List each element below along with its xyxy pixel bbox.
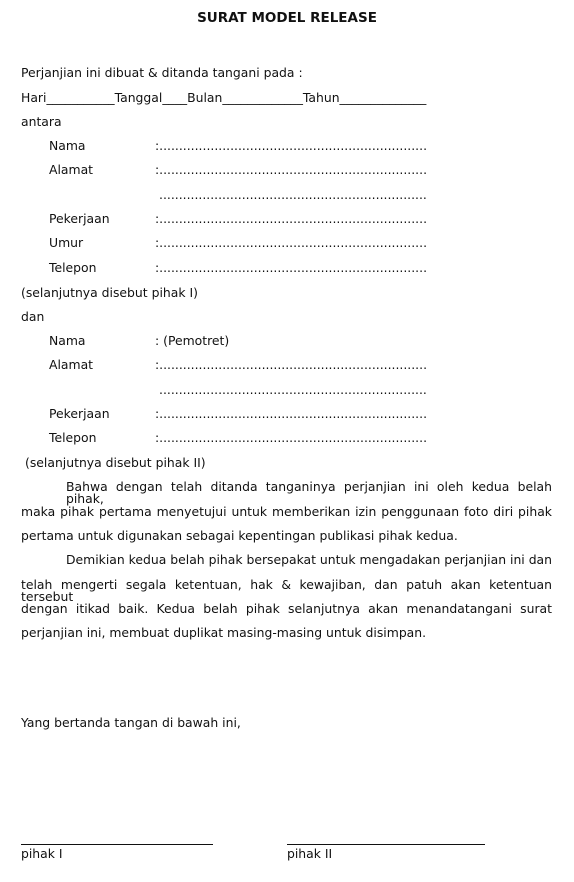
- party2-telepon-label: Telepon: [49, 430, 97, 445]
- paragraph2-line3: dengan itikad baik. Kedua belah pihak selanjutnya akan menandatangani surat: [21, 601, 552, 616]
- closing-text: Yang bertanda tangan di bawah ini,: [21, 715, 241, 730]
- party1-pekerjaan-label: Pekerjaan: [49, 211, 110, 226]
- party1-alamat-label: Alamat: [49, 162, 94, 177]
- signature-line-left: [21, 844, 213, 845]
- signature-label-right: pihak II: [287, 846, 333, 861]
- party1-alamat-field-line2: ....................................................................: [159, 187, 427, 202]
- party1-umur-label: Umur: [49, 235, 84, 250]
- document-title: SURAT MODEL RELEASE: [197, 10, 377, 26]
- paragraph2-line2: telah mengerti segala ketentuan, hak & kewajiban, dan patuh akan ketentuan tersebut: [21, 577, 552, 605]
- party2-pekerjaan-field: :....................................................................: [155, 406, 428, 421]
- and-text: dan: [21, 309, 45, 324]
- date-line: Hari___________Tanggal____Bulan_____________Tahun______________: [21, 90, 427, 105]
- between-text: antara: [21, 114, 62, 129]
- party2-note: (selanjutnya disebut pihak II): [25, 455, 206, 470]
- party2-nama-field: : (Pemotret): [155, 333, 230, 348]
- paragraph1-line2: maka pihak pertama menyetujui untuk memberikan izin penggunaan foto diri pihak: [21, 504, 552, 519]
- party2-nama-label: Nama: [49, 333, 86, 348]
- intro-text: Perjanjian ini dibuat & ditanda tangani pada :: [21, 65, 303, 80]
- party2-alamat-field-line2: ....................................................................: [159, 382, 427, 397]
- signature-label-left: pihak I: [21, 846, 63, 861]
- party1-note: (selanjutnya disebut pihak I): [21, 285, 198, 300]
- party1-telepon-label: Telepon: [49, 260, 97, 275]
- party1-alamat-field: :....................................................................: [155, 162, 428, 177]
- party1-pekerjaan-field: :....................................................................: [155, 211, 428, 226]
- paragraph1-line1: Bahwa dengan telah ditanda tanganinya perjanjian ini oleh kedua belah pihak,: [66, 479, 552, 507]
- party1-nama-field: :....................................................................: [155, 138, 428, 153]
- paragraph2-line4: perjanjian ini, membuat duplikat masing-masing untuk disimpan.: [21, 625, 427, 640]
- party2-pekerjaan-label: Pekerjaan: [49, 406, 110, 421]
- party1-umur-field: :....................................................................: [155, 235, 428, 250]
- party2-telepon-field: :....................................................................: [155, 430, 428, 445]
- paragraph1-line3: pertama untuk digunakan sebagai kepentingan publikasi pihak kedua.: [21, 528, 458, 543]
- party1-telepon-field: :....................................................................: [155, 260, 428, 275]
- signature-line-right: [287, 844, 485, 845]
- party2-alamat-field: :....................................................................: [155, 357, 428, 372]
- paragraph2-line1: Demikian kedua belah pihak bersepakat untuk mengadakan perjanjian ini dan: [66, 552, 552, 567]
- party2-alamat-label: Alamat: [49, 357, 94, 372]
- party1-nama-label: Nama: [49, 138, 86, 153]
